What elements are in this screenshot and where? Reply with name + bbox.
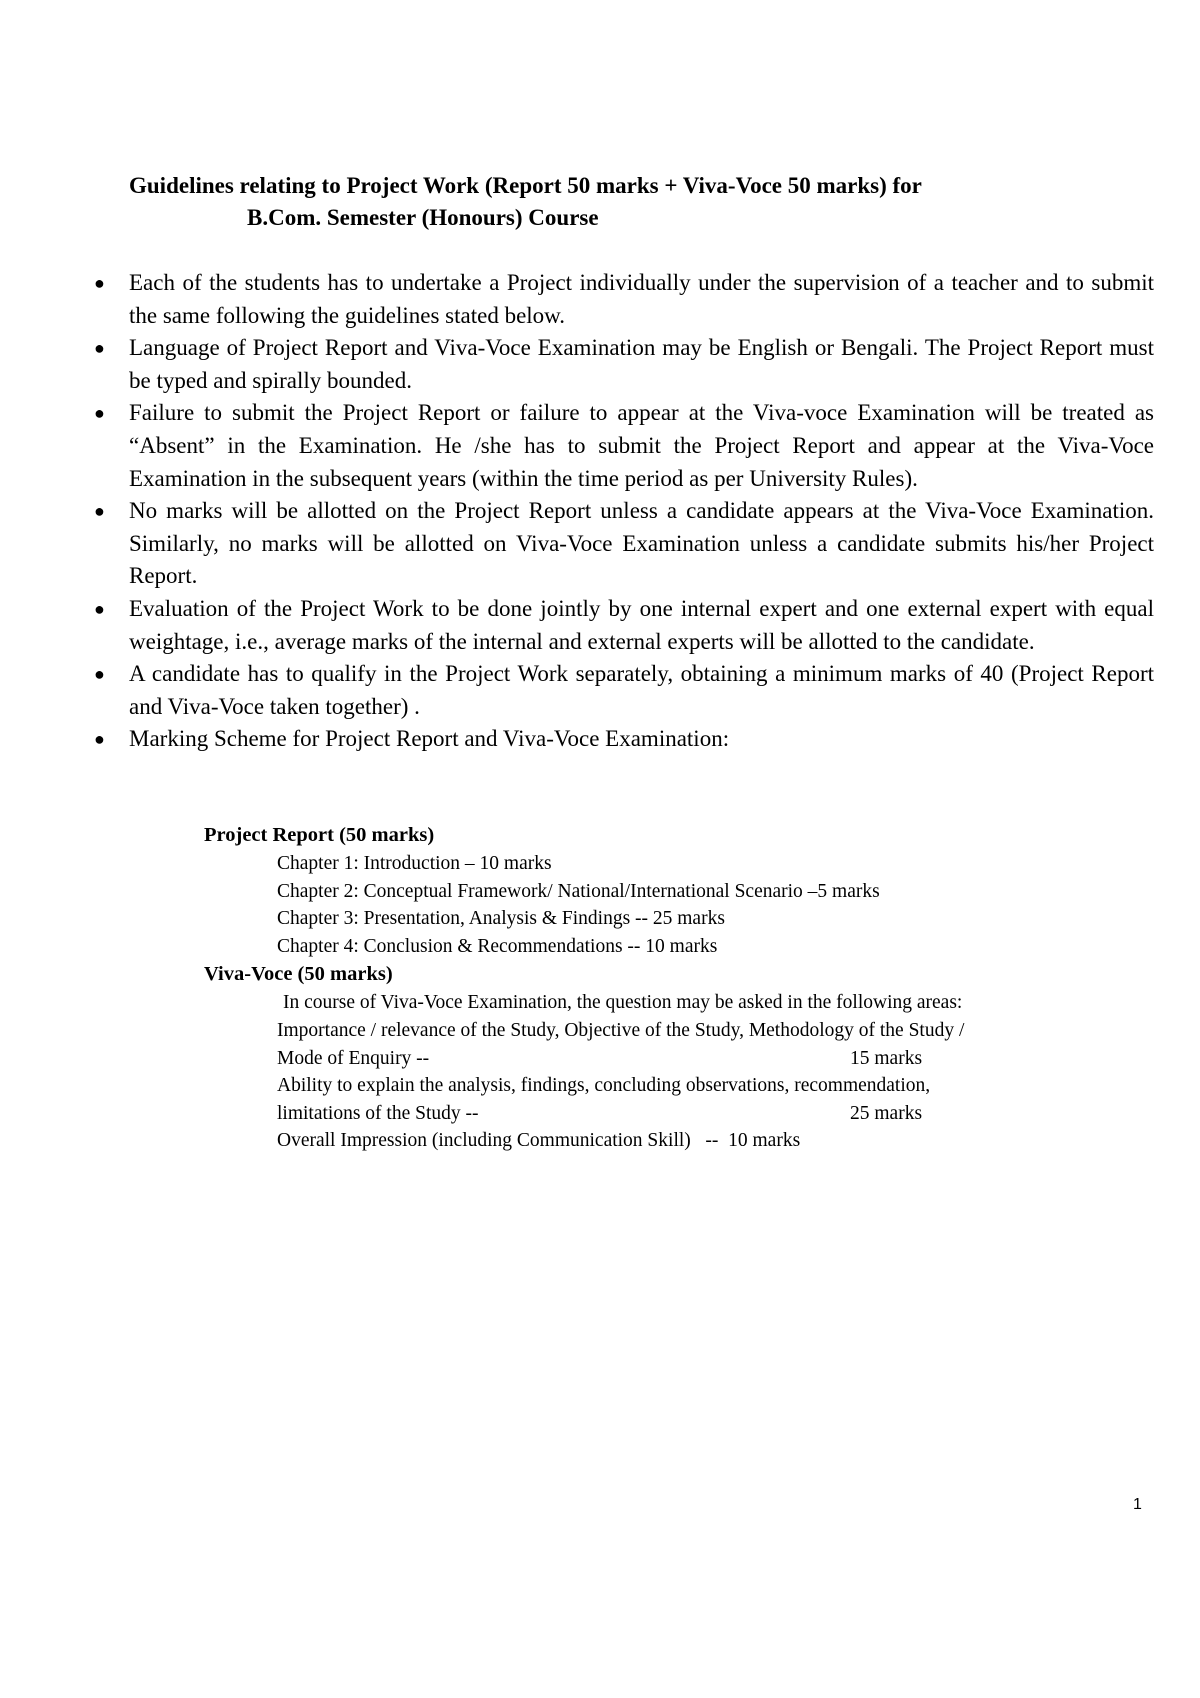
project-report-heading: Project Report (50 marks)	[204, 824, 435, 846]
viva-intro: In course of Viva-Voce Examination, the question may be asked in the following areas:	[283, 992, 963, 1013]
area-1-line-1: Importance / relevance of the Study, Objective of the Study, Methodology of the Study /	[277, 1020, 965, 1041]
document-title	[129, 170, 922, 234]
bullet-icon: ●	[94, 598, 105, 619]
chapter-1-line: Chapter 1: Introduction – 10 marks	[277, 853, 552, 874]
bullet-icon: ●	[94, 273, 105, 293]
page-number: 1	[1133, 1496, 1142, 1513]
bullet-icon: ●	[94, 338, 105, 359]
guidelines-list	[92, 267, 1154, 756]
title-line-1: Guidelines relating to Project Work (Report 50 marks + Viva-Voce 50 marks) for	[129, 173, 922, 198]
area-1-marks: 15 marks	[850, 1048, 923, 1069]
area-3-line: Overall Impression (including Communication Skill) -- 10 marks	[277, 1130, 801, 1151]
chapter-3-line: Chapter 3: Presentation, Analysis & Findings -- 25 marks	[277, 908, 725, 929]
chapter-2-line: Chapter 2: Conceptual Framework/ National/International Scenario –5 marks	[277, 881, 880, 902]
bullet-icon: ●	[94, 729, 105, 750]
bullet-icon: ●	[94, 403, 105, 424]
area-2-line-2: limitations of the Study -- 25 marks	[277, 1100, 1177, 1128]
title-line-2: B.Com. Semester (Honours) Course	[247, 205, 599, 230]
list-item: ● Failure to submit the Project Report or failure to appear at the Viva-voce Examination will be treated as “Absent” in the Examination. He /she has to submit the Project Report and appear at the Viva-Voce Examination in the subsequent years (within the time period as per University Rules).	[92, 397, 1154, 495]
list-item: ● Each of the students has to undertake a Project individually under the supervision of a teacher and to submit the same following the guidelines stated below.	[92, 267, 1154, 332]
bullet-icon: ●	[94, 501, 105, 522]
viva-voce-heading: Viva-Voce (50 marks)	[204, 963, 393, 985]
area-2-line-1: Ability to explain the analysis, findings, concluding observations, recommendation,	[277, 1075, 931, 1096]
area-2-marks: 25 marks	[850, 1103, 923, 1124]
list-item: ● Marking Scheme for Project Report and Viva-Voce Examination:	[92, 723, 1154, 756]
list-item: ● A candidate has to qualify in the Project Work separately, obtaining a minimum marks of 40 (Project Report and Viva-Voce taken together) .	[92, 658, 1154, 723]
chapter-4-line: Chapter 4: Conclusion & Recommendations -- 10 marks	[277, 936, 718, 957]
list-item: ● Evaluation of the Project Work to be done jointly by one internal expert and one external expert with equal weightage, i.e., average marks of the internal and external experts will be allotted to the candidate.	[92, 593, 1154, 658]
list-item: ● Language of Project Report and Viva-Voce Examination may be English or Bengali. The Project Report must be typed and spirally bounded.	[92, 332, 1154, 397]
area-1-line-2: Mode of Enquiry -- 15 marks	[277, 1045, 1177, 1073]
list-item: ● No marks will be allotted on the Project Report unless a candidate appears at the Viva-Voce Examination. Similarly, no marks will be allotted on Viva-Voce Examination unless a candidate submits his/her Project Report.	[92, 495, 1154, 593]
bullet-icon: ●	[94, 664, 105, 685]
